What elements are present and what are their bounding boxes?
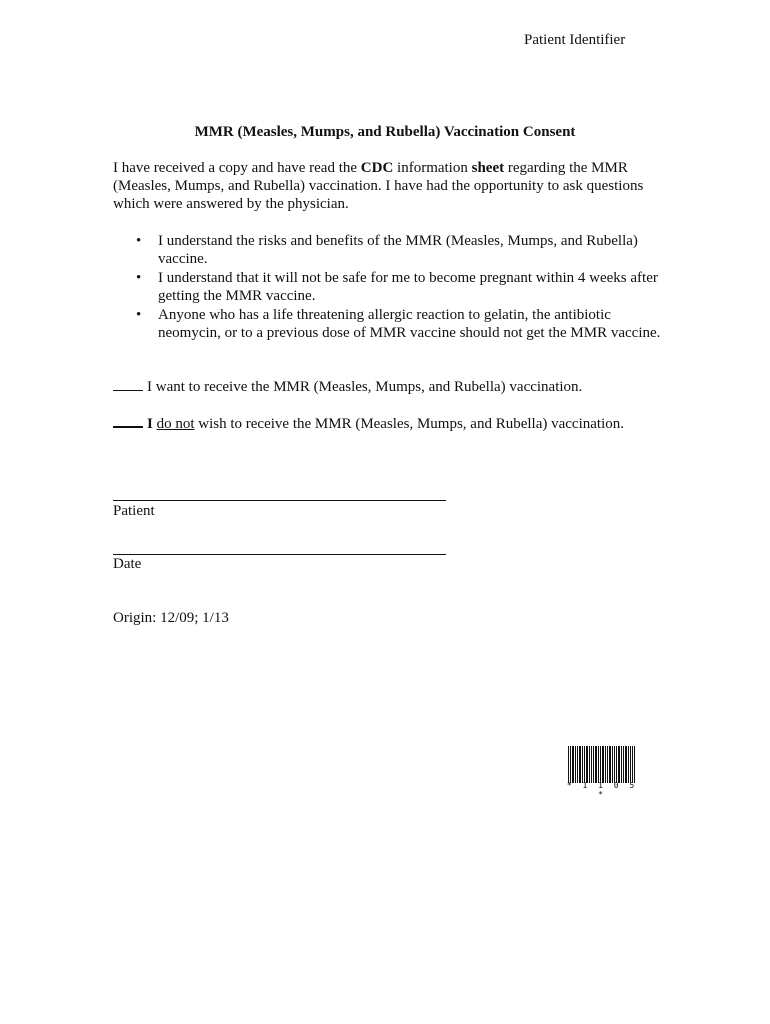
date-signature-line[interactable] — [113, 554, 446, 555]
barcode-number: * 1 1 0 5 * — [566, 781, 638, 799]
patient-identifier-label: Patient Identifier — [524, 32, 626, 48]
barcode-icon — [568, 746, 635, 783]
bullet-text: I understand that it will not be safe for me to become pregnant within 4 weeks after getting the MMR vaccine. — [158, 270, 658, 304]
origin-text: Origin: 12/09; 1/13 — [113, 610, 229, 626]
bullet-item — [113, 306, 673, 342]
patient-signature-line[interactable] — [113, 500, 446, 501]
intro-paragraph — [113, 159, 673, 213]
bullet-dot-icon: • — [136, 307, 142, 323]
bullet-dot-icon: • — [136, 270, 142, 286]
bullet-item — [113, 269, 673, 305]
date-signature-label: Date — [113, 556, 142, 572]
patient-signature-label: Patient — [113, 503, 155, 519]
intro-cdc: CDC — [360, 160, 394, 176]
intro-text-2: information — [393, 160, 472, 176]
intro-sheet: sheet — [471, 160, 505, 176]
document-title: MMR (Measles, Mumps, and Rubella) Vaccination Consent — [194, 124, 576, 140]
want-checkbox-blank[interactable] — [113, 377, 143, 391]
want-choice-text: I want to receive the MMR (Measles, Mumps, and Rubella) vaccination. — [147, 379, 583, 395]
bullet-text: I understand the risks and benefits of the MMR (Measles, Mumps, and Rubella) vaccine. — [158, 233, 638, 267]
decline-choice-text: wish to receive the MMR (Measles, Mumps, and Rubella) vaccination. — [194, 416, 625, 432]
bullet-dot-icon: • — [136, 233, 142, 249]
bullet-item — [113, 232, 673, 268]
decline-checkbox-blank[interactable] — [113, 413, 143, 428]
consent-choice-want — [113, 377, 582, 396]
decline-do-not: do not — [156, 416, 195, 432]
intro-text-3: regarding the MMR (Measles, Mumps, and Rubella) vaccination. I have had the opportunity to ask questions which were answered by the physician. — [113, 160, 644, 212]
consent-choice-decline — [113, 413, 624, 433]
bullet-text: Anyone who has a life threatening allergic reaction to gelatin, the antibiotic neomycin, or to a previous dose of MMR vaccine should not get the MMR vaccine. — [158, 307, 661, 341]
intro-text-1: I have received a copy and have read the — [113, 160, 361, 176]
decline-prefix: I — [147, 416, 153, 432]
consent-bullet-list — [113, 232, 673, 343]
